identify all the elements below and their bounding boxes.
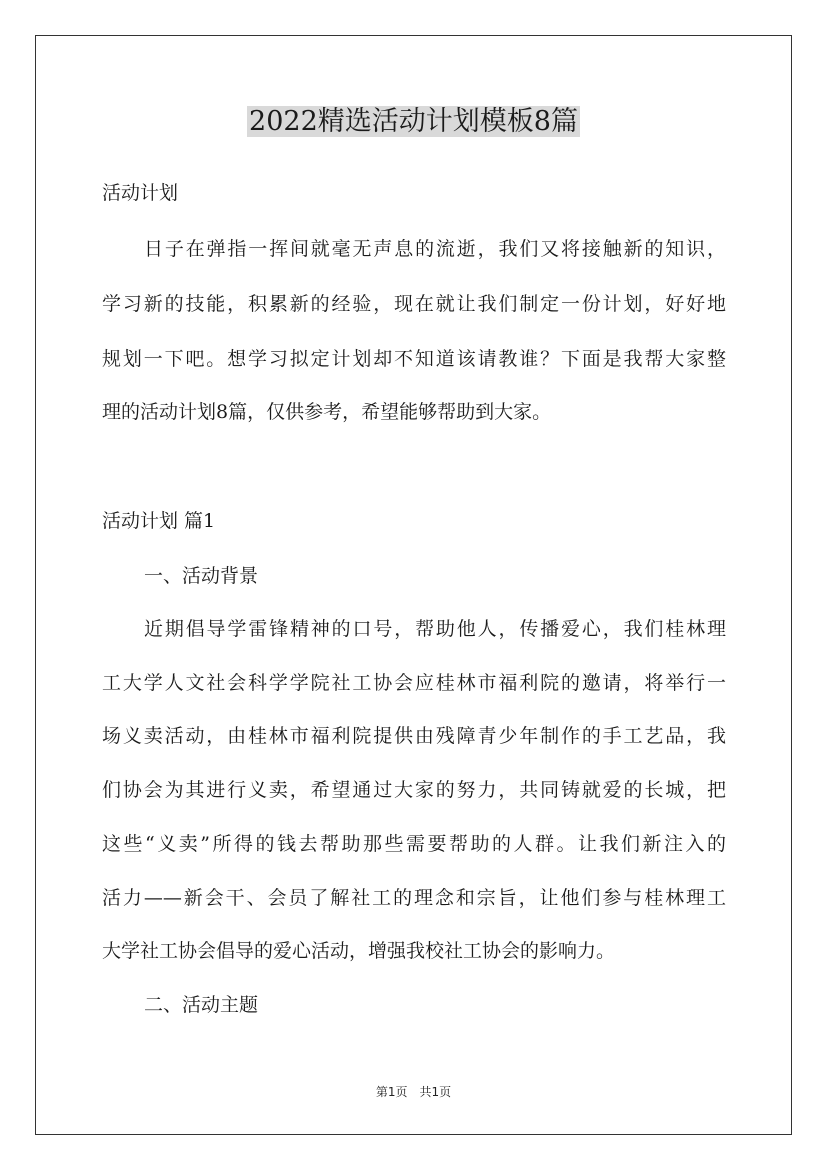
intro-line-2: 学习新的技能，积累新的经验，现在就让我们制定一份计划，好好地 — [102, 293, 726, 315]
subheading-theme: 二、活动主题 — [144, 994, 259, 1016]
subheading-background: 一、活动背景 — [144, 565, 259, 587]
background-line-1: 近期倡导学雷锋精神的口号，帮助他人，传播爱心，我们桂林理 — [144, 618, 726, 640]
intro-line-4: 理的活动计划8篇，仅供参考，希望能够帮助到大家。 — [102, 401, 552, 423]
document-title-text: 2022精选活动计划模板8篇 — [249, 106, 578, 137]
background-line-5: 这些“义卖”所得的钱去帮助那些需要帮助的人群。让我们新注入的 — [102, 833, 726, 855]
intro-line-3: 规划一下吧。想学习拟定计划却不知道该请教谁？下面是我帮大家整 — [102, 348, 726, 370]
intro-line-1: 日子在弹指一挥间就毫无声息的流逝，我们又将接触新的知识， — [144, 238, 726, 260]
background-line-7: 大学社工协会倡导的爱心活动，增强我校社工协会的影响力。 — [102, 940, 616, 962]
document-title — [0, 102, 827, 142]
background-line-2: 工大学人文社会科学学院社工协会应桂林市福利院的邀请，将举行一 — [102, 672, 726, 694]
background-line-3: 场义卖活动，由桂林市福利院提供由残障青少年制作的手工艺品，我 — [102, 725, 726, 747]
background-line-4: 们协会为其进行义卖，希望通过大家的努力，共同铸就爱的长城，把 — [102, 779, 726, 801]
part-heading: 活动计划 篇1 — [102, 510, 216, 532]
background-line-6: 活力——新会干、会员了解社工的理念和宗旨，让他们参与桂林理工 — [102, 887, 726, 909]
section-heading: 活动计划 — [102, 182, 179, 204]
page-footer: 第1页 共1页 — [375, 1085, 452, 1099]
